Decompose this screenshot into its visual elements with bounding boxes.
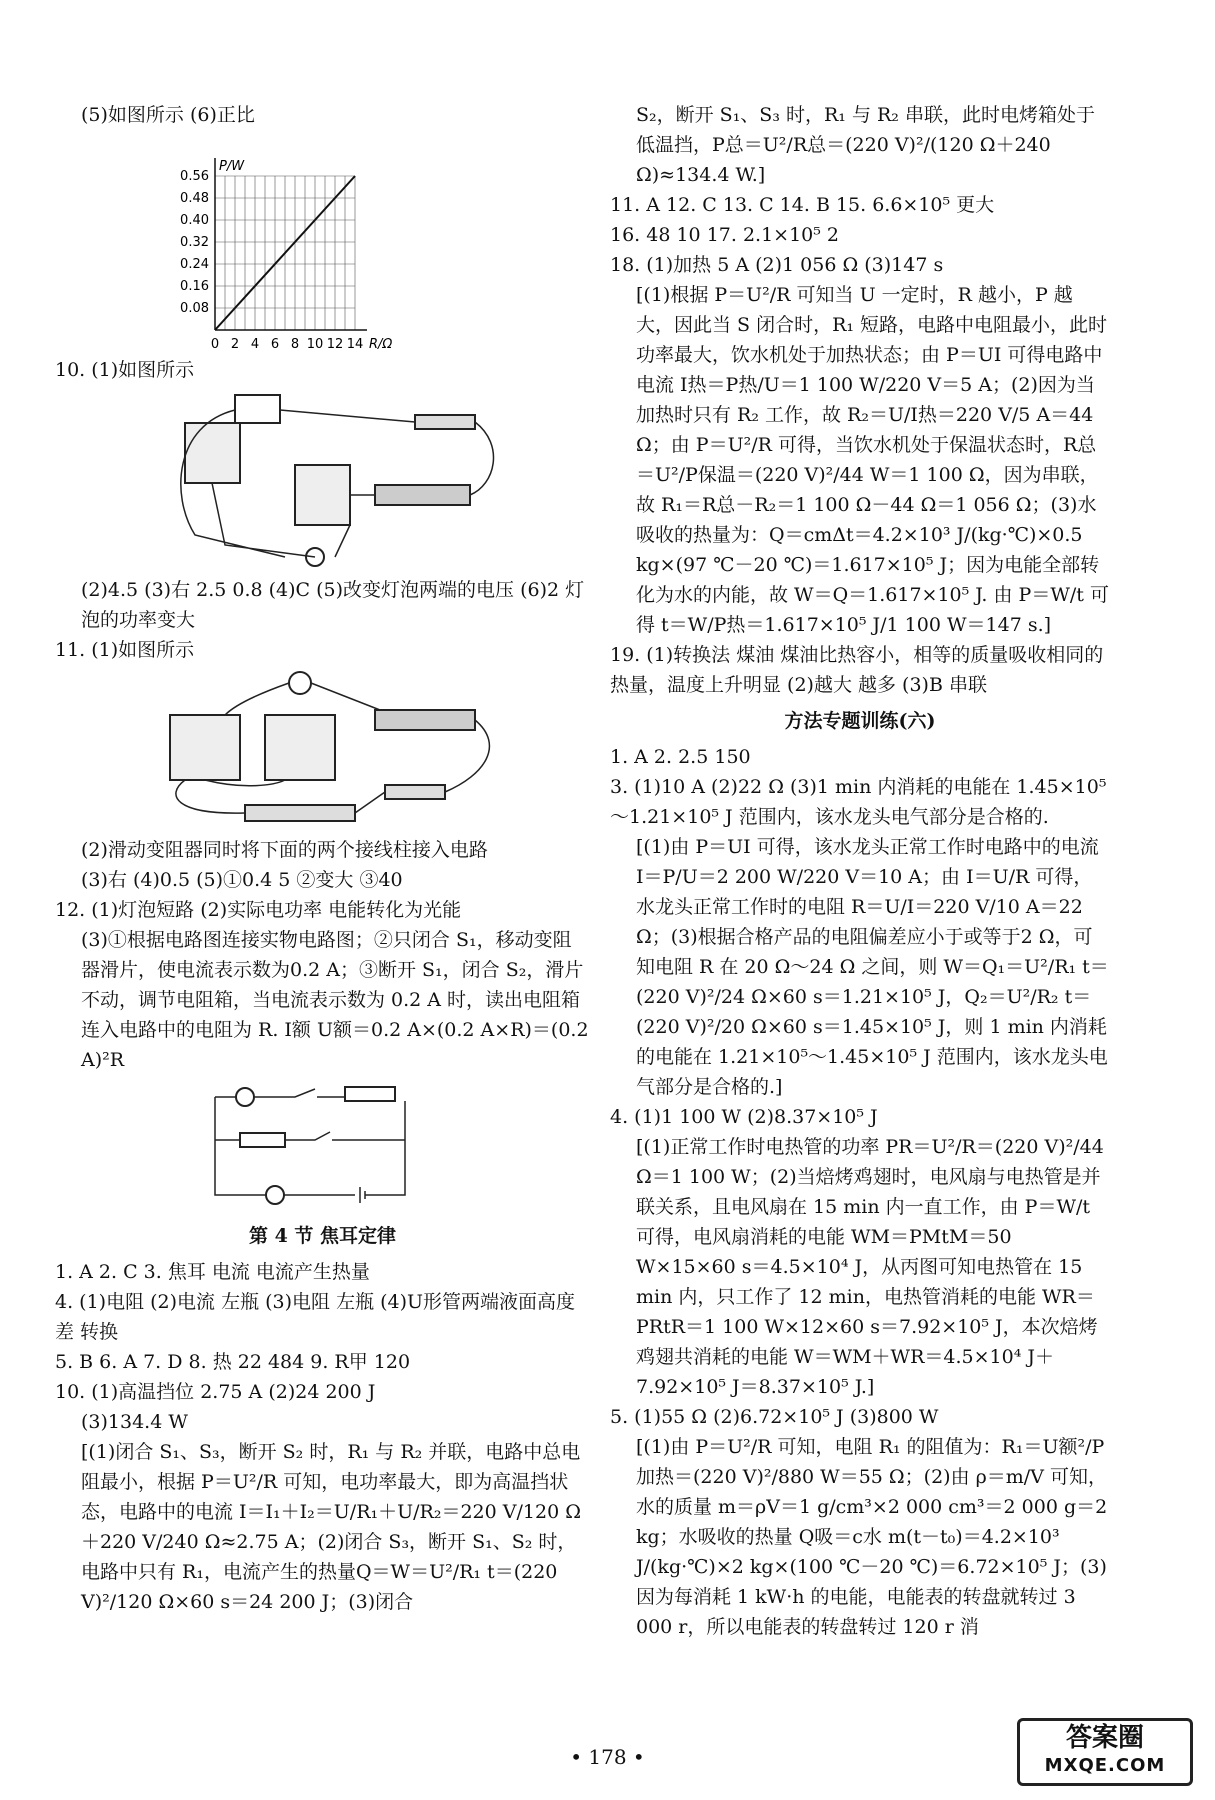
switch-icon bbox=[385, 785, 445, 799]
solution-text: [(1)正常工作时电热管的功率 PR＝U²/R＝(220 V)²/44 Ω＝1 100 W；(2)当焙烤鸡翅时，电风扇与电热管是并联关系，且电风扇在 15 min 内一直工作，由 P＝W/t 可得，电风扇消耗的电能 WM＝PMtM＝50 W×15×60 s＝4.5×10⁴ J，从丙图可知电热管在 15 min 内，只工作了 12 min，电热管消耗的电能 WR＝PRtR＝1 100 W×12×60 s＝7.92×10⁵ J，本次焙烤鸡翅共消耗的电能 W＝WM＋WR＝4.5×10⁴ J＋7.92×10⁵ J＝8.37×10⁵ J.] bbox=[636, 1136, 1104, 1398]
answer-line: 19. (1)转换法 煤油 煤油比热容小，相等的质量吸收相同的热量，温度上升明显 (2)越大 越多 (3)B 串联 bbox=[610, 644, 1104, 696]
x-tick-label: 10 bbox=[306, 337, 324, 352]
chart-svg bbox=[55, 130, 393, 355]
q11-answer-c: (3)右 (4)0.5 (5)①0.4 5 ②变大 ③40 bbox=[81, 869, 403, 891]
y-tick-label: 0.32 bbox=[180, 235, 209, 250]
watermark-logo bbox=[1017, 1718, 1193, 1786]
voltmeter-icon bbox=[265, 715, 335, 780]
q10-line: 10. (1)如图所示 bbox=[55, 359, 195, 381]
x-tick-label: 8 bbox=[290, 337, 300, 352]
answer-line: (5)如图所示 (6)正比 bbox=[81, 104, 255, 126]
y-tick-label: 0.56 bbox=[180, 169, 209, 184]
circuit-svg-2 bbox=[165, 665, 525, 835]
section-heading: 方法专题训练(六) bbox=[784, 710, 936, 732]
x-tick-label: 6 bbox=[270, 337, 280, 352]
answer-line: 4. (1)1 100 W (2)8.37×10⁵ J bbox=[610, 1106, 878, 1128]
page-number: • 178 • bbox=[570, 1745, 645, 1769]
answer-line: 10. (1)高温挡位 2.75 A (2)24 200 J bbox=[55, 1381, 376, 1403]
circuit-svg-3 bbox=[205, 1075, 435, 1215]
voltmeter-icon bbox=[295, 465, 350, 525]
q12-answer: (3)①根据电路图连接实物电路图；②只闭合 S₁，移动变阻器滑片，使电流表示数为0.2 A；③断开 S₁，闭合 S₂，滑片不动，调节电阻箱，当电流表示数为 0.2 A 时，读出电阻箱连入电路中的电阻为 R. I额 U额＝0.2 A×(0.2 A×R)＝(0.2 A)²R bbox=[81, 929, 589, 1071]
answer-line: 5. (1)55 Ω (2)6.72×10⁵ J (3)800 W bbox=[610, 1406, 939, 1428]
x-tick-label: 4 bbox=[250, 337, 260, 352]
resistance-box-icon bbox=[240, 1133, 285, 1147]
ammeter-icon bbox=[170, 715, 240, 780]
answer-line: 11. A 12. C 13. C 14. B 15. 6.6×10⁵ 更大 bbox=[610, 194, 995, 216]
battery-icon bbox=[245, 805, 355, 821]
answer-line: 4. (1)电阻 (2)电流 左瓶 (3)电阻 左瓶 (4)U形管两端液面高度差 转换 bbox=[55, 1291, 576, 1343]
y-axis-label: P/W bbox=[219, 159, 245, 174]
q12-line: 12. (1)灯泡短路 (2)实际电功率 电能转化为光能 bbox=[55, 899, 462, 921]
logo-url: MXQE.COM bbox=[1044, 1755, 1166, 1776]
section-heading: 第 4 节 焦耳定律 bbox=[248, 1225, 397, 1247]
left-column bbox=[55, 100, 590, 1617]
solution-text: [(1)闭合 S₁、S₃，断开 S₂ 时，R₁ 与 R₂ 并联，电路中总电阻最小，根据 P＝U²/R 可知，电功率最大，即为高温挡状态，电路中的电流 I＝I₁＋I₂＝U/R₁＋U/R₂＝220 V/120 Ω＋220 V/240 Ω≈2.75 A；(2)闭合 S₃，断开 S₁、S₂ 时，电路中只有 R₁，电流产生的热量Q＝W＝U²/R₁ t＝(220 V)²/120 Ω×60 s＝24 200 J；(3)闭合 bbox=[81, 1441, 581, 1613]
answer-line: 1. A 2. C 3. 焦耳 电流 电流产生热量 bbox=[55, 1261, 370, 1283]
solution-text: S₂，断开 S₁、S₃ 时，R₁ 与 R₂ 串联，此时电烤箱处于低温挡，P总＝U²/R总＝(220 V)²/(120 Ω＋240 Ω)≈134.4 W.] bbox=[636, 104, 1095, 186]
rheostat-icon bbox=[375, 710, 475, 730]
switch-icon bbox=[415, 415, 475, 429]
ammeter-icon bbox=[185, 423, 240, 483]
x-tick-label: 12 bbox=[326, 337, 344, 352]
circuit-figure-1 bbox=[55, 385, 590, 575]
rheostat-icon bbox=[375, 485, 470, 505]
power-resistance-chart bbox=[55, 130, 590, 355]
answer-line: 16. 48 10 17. 2.1×10⁵ 2 bbox=[610, 224, 840, 246]
solution-text: [(1)由 P＝UI 可得，该水龙头正常工作时电路中的电流 I＝P/U＝2 200 W/220 V＝10 A；由 I＝U/R 可得，水龙头正常工作时的电阻 R＝U/I＝220 V/10 A＝22 Ω；(3)根据合格产品的电阻偏差应小于或等于2 Ω，可知电阻 R 在 20 Ω～24 Ω 之间，则 W＝Q₁＝U²/R₁ t＝(220 V)²/24 Ω×60 s＝1.21×10⁵ J，Q₂＝U²/R₂ t＝(220 V)²/20 Ω×60 s＝1.45×10⁵ J，则 1 min 内消耗的电能在 1.21×10⁵～1.45×10⁵ J 范围内，该水龙头电气部分是合格的.] bbox=[636, 836, 1109, 1098]
logo-text: 答案圈 bbox=[1065, 1723, 1144, 1753]
answer-line: 18. (1)加热 5 A (2)1 056 Ω (3)147 s bbox=[610, 254, 944, 276]
answer-line: (3)134.4 W bbox=[81, 1411, 188, 1433]
answer-line: 3. (1)10 A (2)22 Ω (3)1 min 内消耗的电能在 1.45×10⁵～1.21×10⁵ J 范围内，该水龙头电气部分是合格的. bbox=[610, 776, 1107, 828]
circuit-figure-2 bbox=[55, 665, 590, 835]
lamp-icon bbox=[236, 1088, 254, 1106]
bulb-icon bbox=[289, 672, 311, 694]
y-tick-label: 0.16 bbox=[180, 279, 209, 294]
rheostat-icon bbox=[345, 1087, 395, 1101]
circuit-svg-1 bbox=[165, 385, 525, 575]
q10-answers: (2)4.5 (3)右 2.5 0.8 (4)C (5)改变灯泡两端的电压 (6)2 灯泡的功率变大 bbox=[81, 579, 585, 631]
solution-text: [(1)由 P＝U²/R 可知，电阻 R₁ 的阻值为：R₁＝U额²/P加热＝(220 V)²/880 W＝55 Ω；(2)由 ρ＝m/V 可知，水的质量 m＝ρV＝1 g/cm³×2 000 cm³＝2 000 g＝2 kg；水吸收的热量 Q吸＝c水 m(t－t₀)＝4.2×10³ J/(kg·℃)×2 kg×(100 ℃－20 ℃)＝6.72×10⁵ J；(3)因为每消耗 1 kW·h 的电能，电能表的转盘就转过 3 000 r，所以电能表的转盘转过 120 r 消 bbox=[636, 1436, 1108, 1638]
y-tick-label: 0.40 bbox=[180, 213, 209, 228]
y-tick-label: 0.08 bbox=[180, 301, 209, 316]
x-axis-label: R/Ω bbox=[369, 337, 393, 352]
q11-line: 11. (1)如图所示 bbox=[55, 639, 195, 661]
solution-text: [(1)根据 P＝U²/R 可知当 U 一定时，R 越小，P 越大，因此当 S 闭合时，R₁ 短路，电路中电阻最小，此时功率最大，饮水机处于加热状态；由 P＝UI 可得电路中电流 I热＝P热/U＝1 100 W/220 V＝5 A；(2)因为当加热时只有 R₂ 工作，故 R₂＝U/I热＝220 V/5 A＝44 Ω；由 P＝U²/R 可得，当饮水机处于保温状态时，R总＝U²/P保温＝(220 V)²/44 W＝1 100 Ω，因为串联，故 R₁＝R总－R₂＝1 100 Ω－44 Ω＝1 056 Ω；(3)水吸收的热量为：Q＝cmΔt＝4.2×10³ J/(kg·℃)×0.5 kg×(97 ℃－20 ℃)＝1.617×10⁵ J；因为电能全部转化为水的内能，故 W＝Q＝1.617×10⁵ J. 由 P＝W/t 可得 t＝W/P热＝1.617×10⁵ J/1 100 W＝147 s.] bbox=[636, 284, 1109, 636]
x-tick-label: 2 bbox=[230, 337, 240, 352]
right-column bbox=[610, 100, 1110, 1642]
y-tick-label: 0.48 bbox=[180, 191, 209, 206]
battery-icon bbox=[235, 395, 280, 423]
q11-answer-b: (2)滑动变阻器同时将下面的两个接线柱接入电路 bbox=[81, 839, 488, 861]
answer-line: 1. A 2. 2.5 150 bbox=[610, 746, 751, 768]
x-tick-label: 14 bbox=[346, 337, 364, 352]
y-tick-label: 0.24 bbox=[180, 257, 209, 272]
x-tick-label: 0 bbox=[210, 337, 220, 352]
answer-line: 5. B 6. A 7. D 8. 热 22 484 9. R甲 120 bbox=[55, 1351, 411, 1373]
ammeter-icon bbox=[266, 1186, 284, 1204]
circuit-figure-3 bbox=[55, 1075, 590, 1215]
